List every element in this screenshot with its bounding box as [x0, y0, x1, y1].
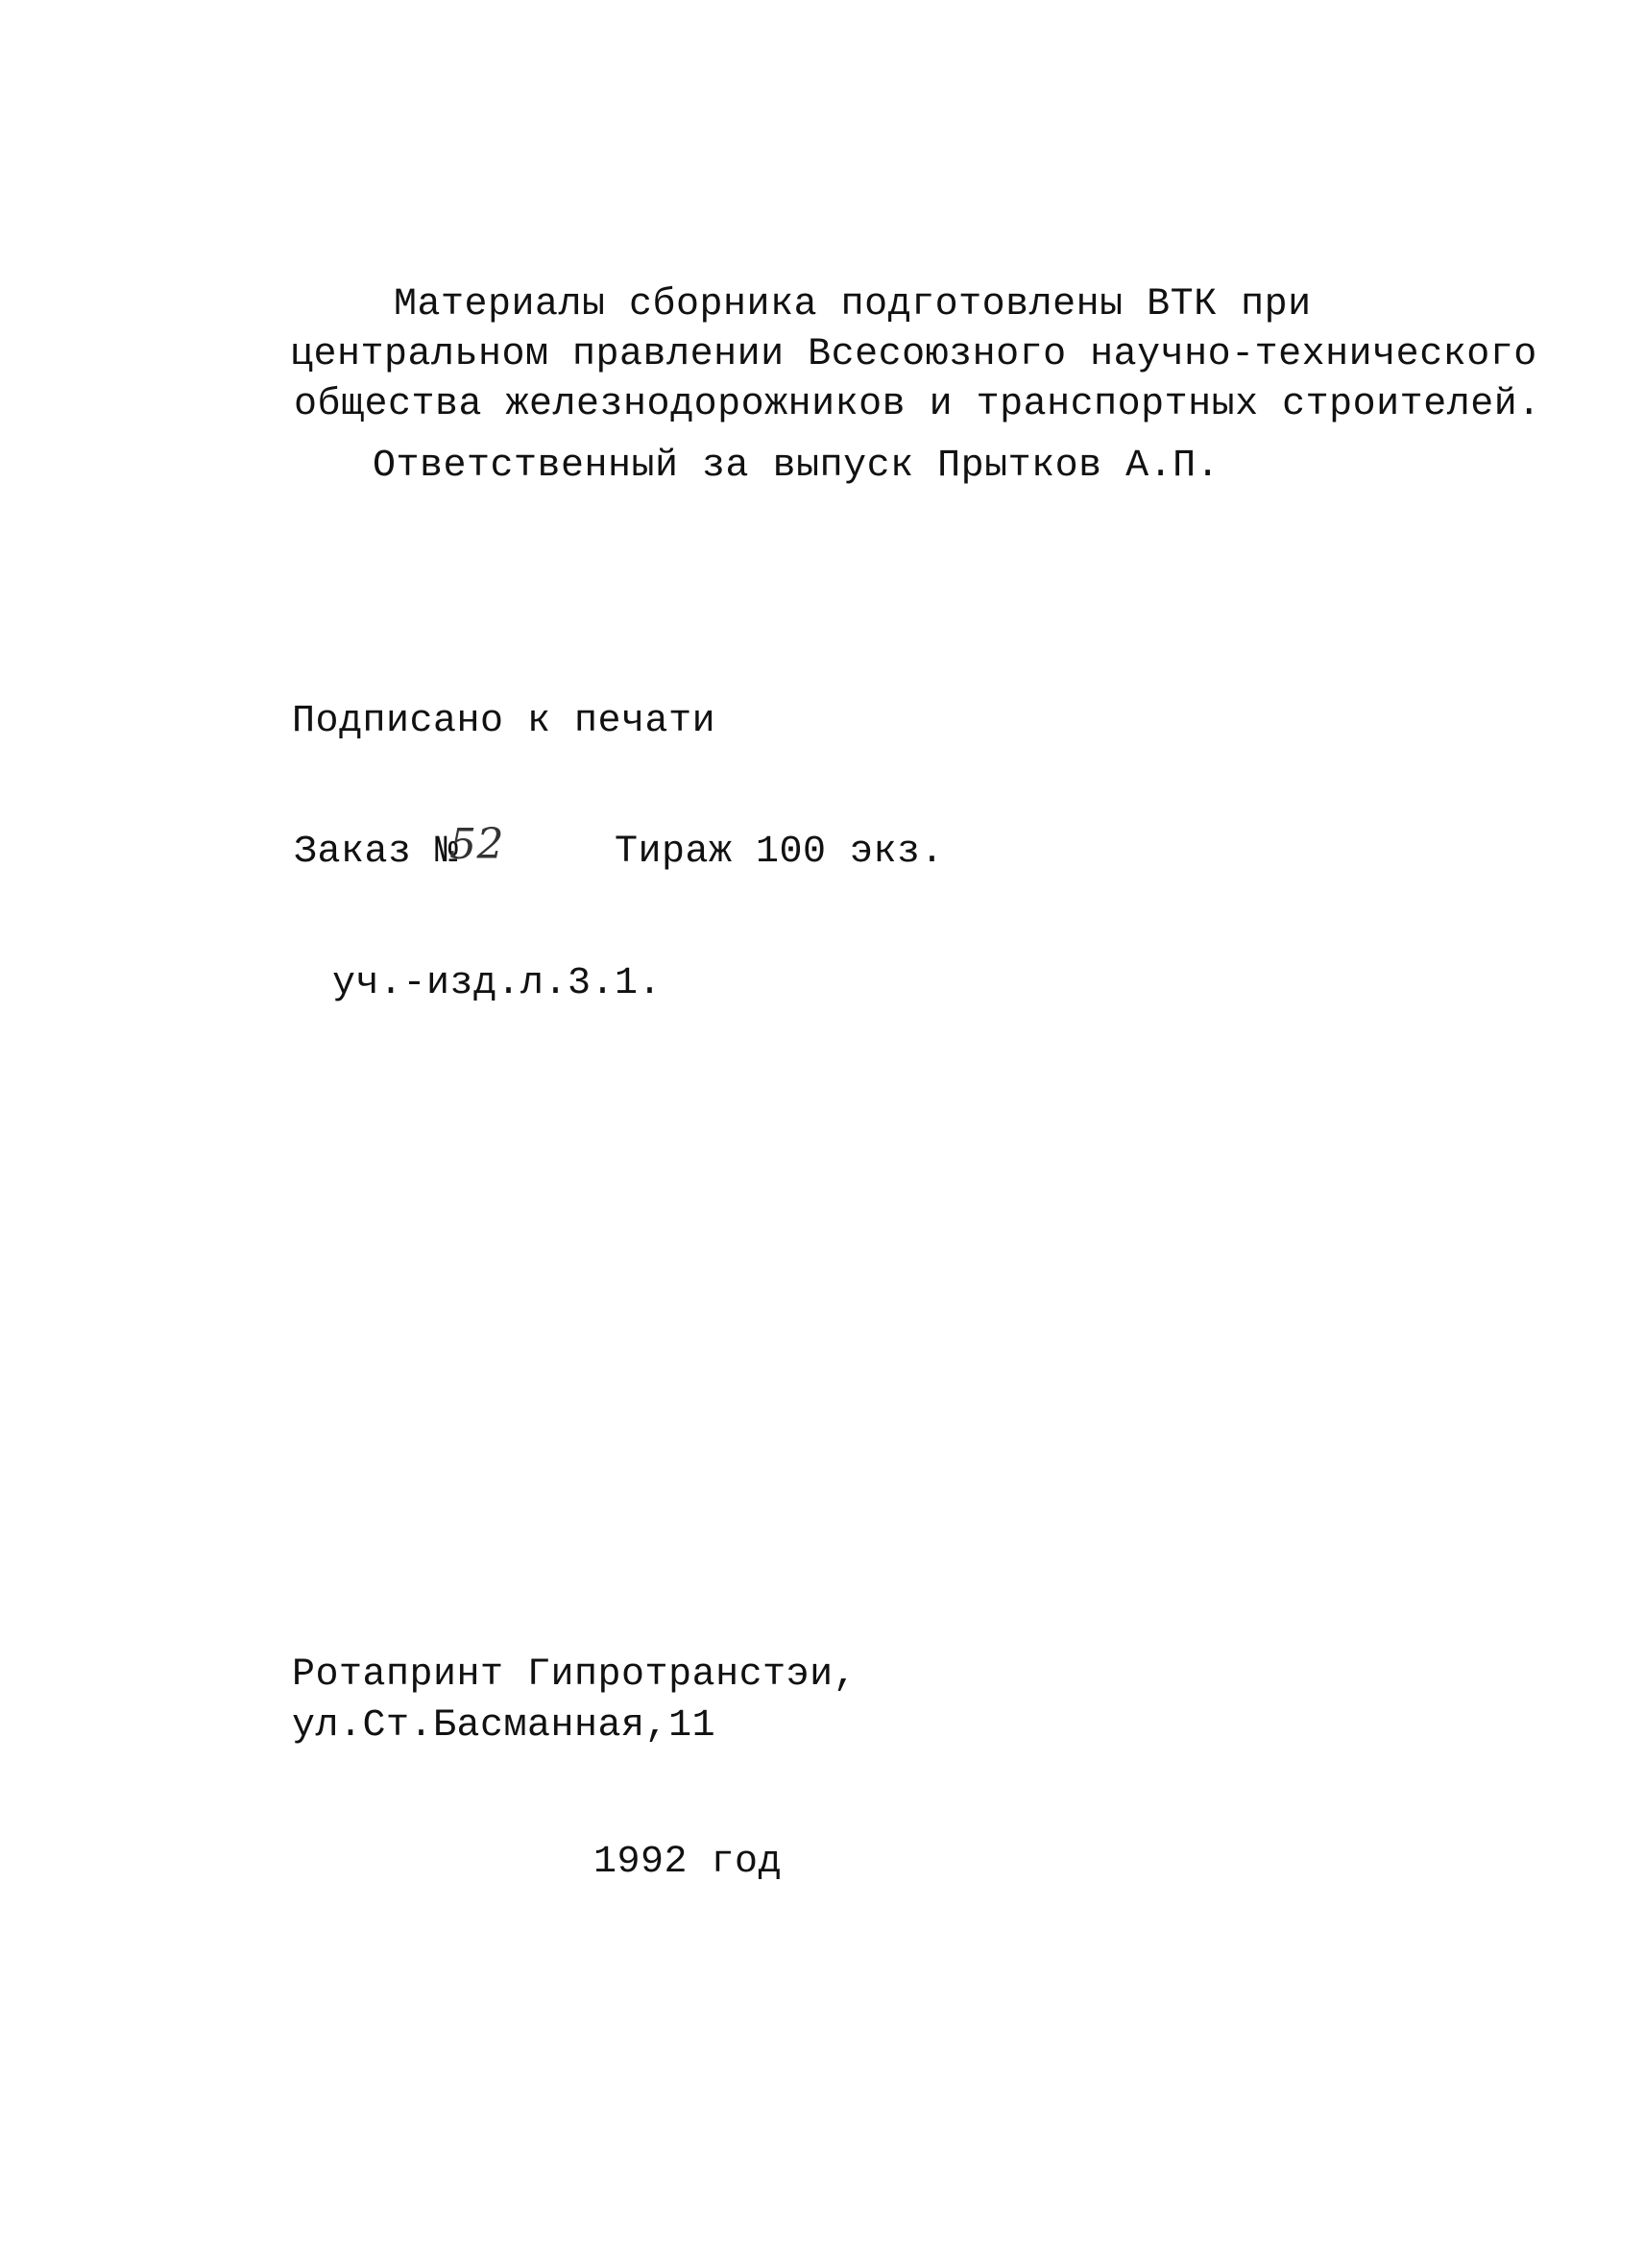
publisher-sheets: уч.-изд.л.3.1. [332, 962, 663, 1005]
printer-line-2: ул.Ст.Басманная,11 [292, 1704, 716, 1748]
signed-to-print: Подписано к печати [292, 700, 716, 743]
publication-year: 1992 год [593, 1841, 783, 1884]
credits-line-1: Материалы сборника подготовлены ВТК при [394, 283, 1312, 326]
credits-line-2: центральном правлении Всесоюзного научно-технического [290, 333, 1537, 376]
order-number-handwritten: 52 [449, 820, 504, 869]
order-label: Заказ № [294, 831, 459, 874]
printer-line-1: Ротапринт Гипротранстэи, [292, 1653, 858, 1697]
credits-line-3: общества железнодорожников и транспортных строителей. [294, 383, 1541, 426]
responsible-editor: Ответственный за выпуск Прытков А.П. [373, 445, 1221, 488]
print-run: Тираж 100 экз. [615, 831, 945, 874]
